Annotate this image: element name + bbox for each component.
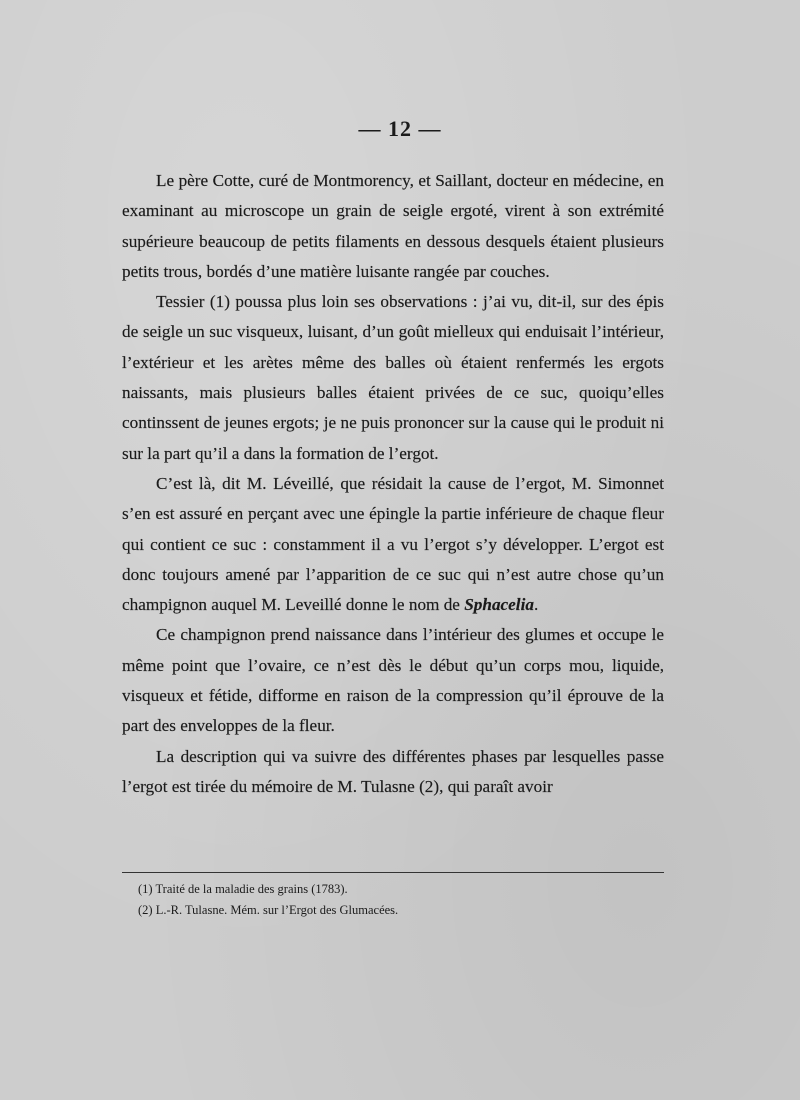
page-number: — 12 —: [358, 116, 442, 141]
footnote-2: (2) L.-R. Tulasne. Mém. sur l’Ergot des Glumacées.: [138, 903, 399, 917]
paragraph-3-text: C’est là, dit M. Léveillé, que résidait la cause de l’ergot, M. Simonnet s’en est assuré en perçant avec une épingle la partie inférieure de chaque fleur qui contient ce suc : constamment il a vu l’ergot s’y développer. L’ergot est donc toujours amené par l’apparition de ce suc qui n’est autre chose qu’un champignon auquel M. Leveillé donne le nom de: [122, 473, 664, 615]
paragraph-3-end: .: [533, 595, 539, 615]
paragraph-3: [122, 469, 664, 620]
footnote-1: (1) Traité de la maladie des grains (1783).: [138, 882, 348, 896]
paragraph-4: Ce champignon prend naissance dans l’intérieur des glumes et occupe le même point que l’ovaire, ce n’est dès le début qu’un corps mou, liquide, visqueux et fétide, difforme en raison de la compression qu’il éprouve de la part des enveloppes de la fleur.: [122, 625, 664, 736]
paragraph-1: Le père Cotte, curé de Montmorency, et Saillant, docteur en médecine, en examinant au microscope un grain de seigle ergoté, virent à son extrémité supérieure beaucoup de petits filaments en dessous desquels étaient plusieurs petits trous, bordés d’une matière luisante rangée par couches.: [122, 171, 664, 281]
footnote-divider: [122, 872, 664, 873]
footnotes: [138, 879, 658, 921]
body-text: [122, 166, 664, 802]
paragraph-2: Tessier (1) poussa plus loin ses observations : j’ai vu, dit-il, sur des épis de seigle un suc visqueux, luisant, d’un goût mielleux qui enduisait l’intérieur, l’extérieur et les arètes même des balles où étaient renfermés les ergots naissants, mais plusieurs balles étaient privées de ce suc, quoiqu’elles continssent de jeunes ergots; je ne puis prononcer sur la cause qui le produit ni sur la part qu’il a dans la formation de l’ergot.: [122, 292, 664, 463]
italic-term-sphacelia: Sphacelia: [464, 595, 534, 615]
paragraph-5: La description qui va suivre des différentes phases par lesquelles passe l’ergot est tirée du mémoire de M. Tulasne (2), qui paraît avoir: [122, 746, 664, 796]
